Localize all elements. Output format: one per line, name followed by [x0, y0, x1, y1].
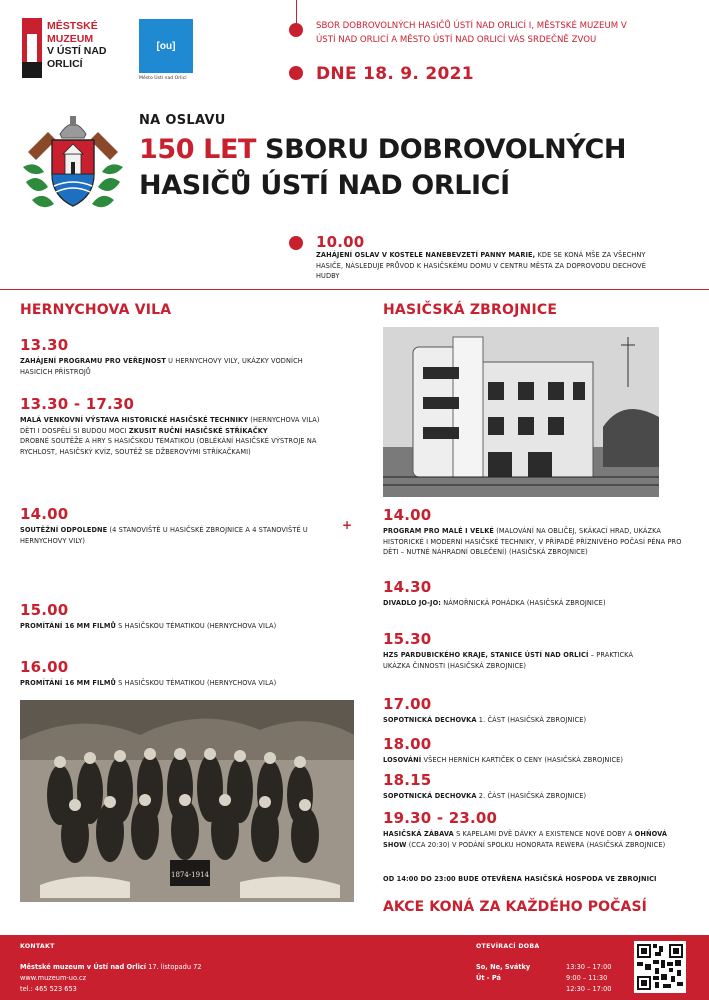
main-title-line2: HASIČŮ ÚSTÍ NAD ORLICÍ — [139, 170, 510, 201]
opening-bold: ZAHÁJENÍ OSLAV V KOSTELE NANEBEVZETÍ PANNY MARIE, — [316, 251, 536, 259]
header-connector-line — [296, 0, 297, 24]
bullet-dot — [289, 66, 303, 80]
contact-label: KONTAKT — [20, 943, 55, 950]
event-item — [20, 505, 330, 546]
event-title: LOSOVÁNÍ — [383, 756, 422, 764]
event-title: MALÁ VENKOVNÍ VÝSTAVA HISTORICKÉ HASIČSKÉ TECHNIKY — [20, 416, 249, 424]
event-item — [383, 630, 653, 671]
event-title: HZS PARDUBICKÉHO KRAJE, STANICE ÚSTÍ NAD ORLICÍ — [383, 651, 589, 659]
museum-logo-line4: ORLICÍ — [47, 57, 83, 70]
event-time: 14.00 — [20, 505, 69, 523]
event-date: DNE 18. 9. 2021 — [316, 64, 474, 84]
bullet-dot — [289, 236, 303, 250]
opening-hours-label: OTEVÍRACÍ DOBA — [476, 943, 540, 950]
event-detail: VŠECH HERNÍCH KARTIČEK O CENY (HASIČSKÁ ZBROJNICE) — [421, 756, 624, 764]
opening-time: 10.00 — [316, 233, 365, 251]
event-item — [383, 695, 683, 726]
museum-logo — [22, 18, 122, 82]
event-time: 16.00 — [20, 658, 69, 676]
event-time: 14.00 — [383, 506, 432, 524]
opening-detail: KDE SE KONÁ MŠE ZA VŠECHNY HASIČE, NÁSLEDUJE PRŮVOD K HASIČSKÉMU DOMU V CENTRU MĚSTA ZA DOPROVODU DECHOVÉ HUDBY — [316, 251, 647, 281]
hours-days-weekday: Út - Pá — [476, 974, 501, 982]
event-time: 14.30 — [383, 578, 432, 596]
event-time: 17.00 — [383, 695, 432, 713]
event-detail: 1. ČÁST (HASIČSKÁ ZBROJNICE) — [476, 716, 587, 724]
section-divider — [0, 289, 709, 290]
hours-weekend: 13:30 – 17:00 — [566, 963, 612, 971]
event-detail: U HERNYCHOVY VILY, UKÁZKY VODNÍCH HASICÍCH PŘÍSTROJŮ — [20, 357, 303, 376]
museum-logo-text — [47, 20, 107, 70]
event-title: PROGRAM PRO MALÉ I VELKÉ — [383, 527, 495, 535]
city-logo-mark: [ou] — [139, 19, 193, 73]
pub-note: OD 14:00 DO 23:00 BUDE OTEVŘENA HASIČSKÁ HOSPODA VE ZBROJNICI — [383, 875, 657, 883]
city-logo — [139, 19, 199, 83]
event-title: SOPOTNICKÁ DECHOVKA — [383, 716, 477, 724]
event-item — [383, 771, 683, 802]
event-item — [383, 735, 683, 766]
event-time: 18.00 — [383, 735, 432, 753]
event-time: 13.30 — [20, 336, 69, 354]
opening-description — [316, 250, 656, 282]
invitation-text: SBOR DOBROVOLNÝCH HASIČŮ ÚSTÍ NAD ORLICÍ I, MĚSTSKÉ MUZEUM V ÚSTÍ NAD ORLICÍ A MĚSTO ÚSTÍ NAD ORLICÍ VÁS SRDEČNĚ ZVOU — [316, 21, 627, 45]
event-time: 18.15 — [383, 771, 432, 789]
section-heading-hasicska-zbrojnice: HASIČSKÁ ZBROJNICE — [383, 302, 558, 318]
event-time: 19.30 - 23.00 — [383, 809, 498, 827]
contact-address — [20, 962, 202, 973]
qr-code-icon[interactable] — [634, 941, 686, 993]
hours-weekday-morning: 9:00 – 11:30 — [566, 974, 608, 982]
event-detail: (4 STANOVIŠTĚ U HASIČSKÉ ZBROJNICE A 4 STANOVIŠTĚ U HERNYCHOVY VILY) — [20, 526, 308, 545]
event-title: ZAHÁJENÍ PROGRAMU PRO VEŘEJNOST — [20, 357, 166, 365]
address: 17. listopadu 72 — [146, 963, 202, 971]
bullet-dot — [289, 23, 303, 37]
museum-logo-mark — [22, 18, 42, 78]
event-detail: – PRAKTICKÁ UKÁZKA ČINNOSTI (HASIČSKÁ ZBROJNICE) — [383, 651, 634, 670]
event-item — [20, 658, 330, 689]
event-detail: NÁMOŘNICKÁ POHÁDKA (HASIČSKÁ ZBROJNICE) — [441, 599, 606, 607]
event-item — [20, 336, 330, 377]
event-detail: (CCA 20:30) V PODÁNÍ SPOLKU HONORATA REWERA (HASIČSKÁ ZBROJNICE) — [406, 840, 666, 849]
event-title: DIVADLO JO-JO: — [383, 599, 442, 607]
museum-name: Městské muzeum v Ústí nad Orlicí — [20, 963, 147, 971]
event-item — [383, 506, 683, 558]
event-time: 15.30 — [383, 630, 432, 648]
fire-station-photo — [383, 327, 659, 497]
pre-title: NA OSLAVU — [139, 113, 226, 128]
footer — [0, 935, 709, 1000]
event-detail: DROBNÉ SOUTĚŽE A HRY S HASIČSKOU TÉMATIKOU (OBLÉKÁNÍ HASIČSKÉ VÝSTROJE NA RYCHLOST, HASIČSKÝ KVÍZ, SOUTĚŽ SE DŽBEROVÝMI STŘÍKAČKAMI) — [20, 437, 317, 456]
city-logo-caption: Město Ústí nad Orlicí — [139, 76, 187, 81]
title-highlight: 150 LET — [139, 134, 257, 165]
event-item — [383, 578, 683, 609]
event-item — [20, 395, 330, 457]
event-title: PROMÍTÁNÍ 16 MM FILMŮ — [20, 679, 116, 687]
hours-days-weekend: So, Ne, Svátky — [476, 963, 531, 971]
event-detail: DĚTI I DOSPĚLÍ SI BUDOU MOCI — [20, 426, 129, 435]
event-title: HASIČSKÁ ZÁBAVA — [383, 830, 454, 838]
event-detail: (HERNYCHOVA VILA) — [248, 416, 320, 424]
website-link[interactable]: www.muzeum-uo.cz — [20, 974, 87, 982]
museum-logo-line2: MUZEUM — [47, 32, 94, 45]
hours-weekday-afternoon: 12:30 – 17:00 — [566, 985, 612, 993]
event-detail: S HASIČSKOU TÉMATIKOU (HERNYCHOVA VILA) — [115, 622, 277, 630]
event-title: SOUTĚŽNÍ ODPOLEDNE — [20, 526, 108, 534]
section-heading-hernychova-vila: HERNYCHOVA VILA — [20, 302, 172, 318]
event-detail: (MALOVÁNÍ NA OBLIČEJ, SKÁKACÍ HRAD, UKÁZKA HISTORICKÉ I MODERNÍ HASIČSKÉ TECHNIKY, V PŘÍPADĚ PŘÍZNIVÉHO POČASÍ PĚNA PRO DĚTI – NUTNÉ NÁHRADNÍ OBLEČENÍ) (HASIČSKÁ ZBROJNICE) — [383, 527, 682, 557]
event-detail: S HASIČSKOU TÉMATIKOU (HERNYCHOVA VILA) — [115, 679, 277, 687]
weather-note: AKCE KONÁ ZA KAŽDÉHO POČASÍ — [383, 899, 647, 915]
title-rest: SBORU DOBROVOLNÝCH — [265, 134, 627, 165]
plus-sign: + — [342, 518, 353, 532]
event-title: SOPOTNICKÁ DECHOVKA — [383, 792, 477, 800]
event-time: 13.30 - 17.30 — [20, 395, 135, 413]
event-title: PROMÍTÁNÍ 16 MM FILMŮ — [20, 622, 116, 630]
event-time: 15.00 — [20, 601, 69, 619]
photo-sign-text: 1874-1914 — [171, 871, 209, 879]
event-item — [383, 809, 668, 850]
museum-logo-line3: V ÚSTÍ NAD — [47, 45, 107, 57]
phone-number: tel.: 465 523 653 — [20, 985, 77, 993]
event-detail: 2. ČÁST (HASIČSKÁ ZBROJNICE) — [476, 792, 587, 800]
event-detail: S KAPELAMI DVĚ DÁVKY A EXISTENCE NOVÉ DOBY A — [453, 830, 635, 838]
museum-logo-line1: MĚSTSKÉ — [47, 20, 98, 32]
event-item — [20, 601, 330, 632]
main-title-line1 — [139, 134, 626, 166]
event-highlight: OHŇOVÁ SHOW — [383, 830, 668, 849]
event-highlight: ZKUSIT RUČNÍ HASIČSKÉ STŘÍKAČKY — [128, 426, 268, 435]
fire-brigade-emblem — [18, 112, 128, 217]
historic-firefighters-photo — [20, 700, 354, 902]
